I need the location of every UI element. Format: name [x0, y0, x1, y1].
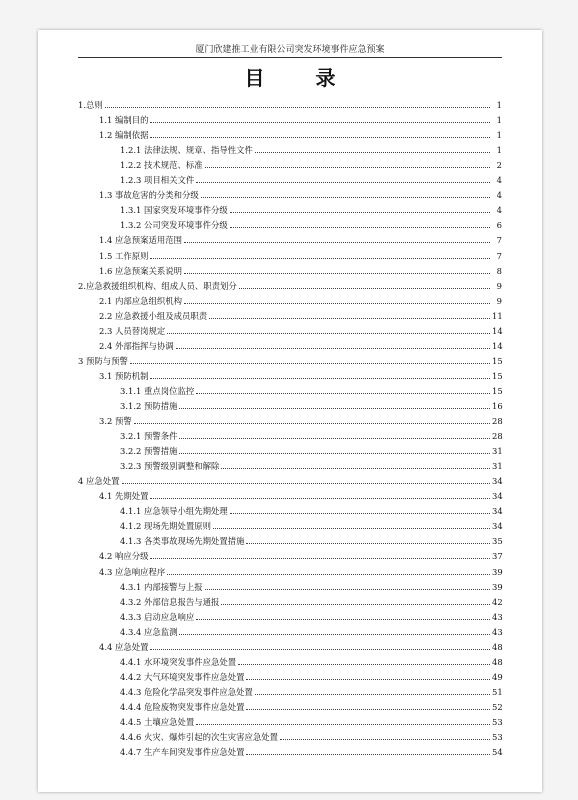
toc-entry-label: 2.1 内部应急组织机构 [99, 295, 182, 306]
dot-leader [176, 348, 490, 349]
dot-leader [179, 453, 490, 454]
dot-leader [179, 438, 490, 439]
toc-entry-page-number: 34 [492, 476, 503, 487]
toc-entry-page-number: 4 [496, 175, 502, 186]
toc-entry-label: 1.3.1 国家突发环境事件分级 [120, 205, 228, 216]
dot-leader [179, 634, 490, 635]
toc-entry-label: 3 预防与预警 [78, 355, 128, 366]
toc-entry[interactable] [78, 382, 502, 397]
toc-entry-page-number: 34 [492, 521, 503, 532]
toc-entry-label: 4.1.3 各类事故现场先期处置措施 [120, 536, 245, 547]
toc-entry-page-number: 28 [492, 416, 503, 427]
toc-entry[interactable] [78, 532, 502, 547]
toc-entry-label: 4.1.1 应急领导小组先期处理 [120, 506, 228, 517]
toc-entry-page-number: 35 [492, 536, 503, 547]
dot-leader [205, 589, 490, 590]
toc-entry-label: 4.3.2 外部信息报告与通报 [120, 596, 220, 607]
toc-entry[interactable] [78, 171, 502, 186]
toc-entry-page-number: 4 [496, 190, 502, 201]
dot-leader [167, 333, 490, 334]
dot-leader [246, 754, 490, 755]
toc-entry-page-number: 31 [492, 446, 503, 457]
dot-leader [184, 303, 490, 304]
dot-leader [209, 318, 490, 319]
toc-entry[interactable] [78, 713, 502, 728]
dot-leader [230, 212, 490, 213]
toc-entry-page-number: 51 [492, 686, 503, 697]
toc-entry-page-number: 49 [492, 671, 503, 682]
toc-entry-label: 3.1.2 预防措施 [120, 400, 178, 411]
dot-leader [230, 227, 490, 228]
toc-entry-label: 4.4.6 火灾、爆炸引起的次生灾害应急处置 [120, 732, 278, 743]
toc-entry-label: 4.4.5 土壤应急处置 [120, 716, 195, 727]
toc-entry[interactable] [78, 608, 502, 623]
toc-entry-page-number: 4 [496, 205, 502, 216]
toc-entry-label: 1.总则 [78, 100, 103, 111]
dot-leader [196, 724, 490, 725]
toc-entry[interactable] [78, 337, 502, 352]
toc-entry-label: 4.3.4 应急监测 [120, 626, 178, 637]
dot-leader [150, 258, 490, 259]
toc-entry-label: 3.2.3 预警级别调整和解除 [120, 461, 220, 472]
dot-leader [221, 468, 490, 469]
toc-entry-label: 2.4 外部指挥与协调 [99, 340, 174, 351]
toc-entry-label: 4.4.4 危险废物突发事件应急处置 [120, 701, 245, 712]
toc-entry[interactable] [78, 141, 502, 156]
toc-entry-page-number: 31 [492, 461, 503, 472]
toc-entry-page-number: 14 [492, 325, 503, 336]
dot-leader [221, 604, 490, 605]
toc-entry-page-number: 1 [496, 130, 502, 141]
toc-entry-label: 4.4.7 生产车间突发事件应急处置 [120, 747, 245, 758]
toc-entry-page-number: 8 [496, 265, 502, 276]
toc-entry-label: 2.3 人员替岗规定 [99, 325, 166, 336]
dot-leader [184, 273, 490, 274]
toc-entry-page-number: 1 [496, 115, 502, 126]
toc-entry-page-number: 54 [492, 747, 503, 758]
dot-leader [246, 543, 490, 544]
dot-leader [150, 649, 490, 650]
dot-leader [122, 483, 491, 484]
toc-entry-label: 1.2.3 项目相关文件 [120, 175, 195, 186]
toc-entry-label: 1.5 工作原则 [99, 250, 149, 261]
dot-leader [130, 363, 490, 364]
toc-entry[interactable] [78, 412, 502, 427]
toc-entry[interactable] [78, 292, 502, 307]
toc-entry-label: 4.3.1 内部接警与上报 [120, 581, 203, 592]
toc-entry-label: 2.应急救援组织机构、组成人员、职责划分 [78, 280, 237, 291]
toc-entry-page-number: 48 [492, 641, 503, 652]
toc-entry-page-number: 9 [496, 280, 502, 291]
dot-leader [230, 513, 490, 514]
toc-entry-label: 2.2 应急救援小组及成员职责 [99, 310, 208, 321]
document-page [38, 30, 542, 792]
dot-leader [255, 694, 490, 695]
toc-entry-page-number: 15 [492, 385, 503, 396]
toc-entry[interactable] [78, 352, 502, 367]
toc-entry-page-number: 37 [492, 551, 503, 562]
toc-entry-page-number: 1 [496, 145, 502, 156]
dot-leader [150, 137, 490, 138]
toc-entry[interactable] [78, 502, 502, 517]
toc-entry-label: 4.4 应急处置 [99, 641, 149, 652]
toc-entry-label: 1.4 应急预案适用范围 [99, 235, 182, 246]
toc-entry-label: 3.1.1 重点岗位监控 [120, 385, 195, 396]
dot-leader [179, 408, 490, 409]
toc-entry[interactable] [78, 683, 502, 698]
toc-entry-page-number: 16 [492, 400, 503, 411]
table-of-contents [78, 96, 502, 758]
toc-entry-label: 3.2.1 预警条件 [120, 431, 178, 442]
toc-entry-page-number: 7 [496, 235, 502, 246]
toc-entry-page-number: 6 [496, 220, 502, 231]
dot-leader [150, 558, 490, 559]
toc-entry-page-number: 39 [492, 566, 503, 577]
toc-entry-label: 4.4.1 水环境突发事件应急处置 [120, 656, 237, 667]
toc-entry-label: 3.1 预防机制 [99, 370, 149, 381]
toc-entry-label: 1.2.2 技术规范、标准 [120, 160, 203, 171]
toc-entry[interactable] [78, 186, 502, 201]
toc-entry-page-number: 34 [492, 491, 503, 502]
toc-entry-page-number: 11 [492, 310, 503, 321]
toc-entry-page-number: 43 [492, 611, 503, 622]
toc-entry-page-number: 43 [492, 626, 503, 637]
toc-entry[interactable] [78, 593, 502, 608]
toc-entry-label: 3.2 预警 [99, 416, 132, 427]
toc-entry[interactable] [78, 457, 502, 472]
toc-entry-page-number: 34 [492, 506, 503, 517]
toc-entry[interactable] [78, 698, 502, 713]
dot-leader [196, 619, 490, 620]
dot-leader [196, 393, 490, 394]
dot-leader [150, 498, 490, 499]
toc-entry-page-number: 42 [492, 596, 503, 607]
toc-entry-page-number: 14 [492, 340, 503, 351]
toc-entry-page-number: 15 [492, 370, 503, 381]
toc-entry[interactable] [78, 623, 502, 638]
running-header: 厦门欣建推工业有限公司突发环境事件应急预案 [78, 42, 502, 58]
dot-leader [213, 528, 490, 529]
toc-entry-page-number: 15 [492, 355, 503, 366]
toc-entry[interactable] [78, 638, 502, 653]
toc-entry[interactable] [78, 578, 502, 593]
toc-entry-label: 4.1 先期处置 [99, 491, 149, 502]
toc-entry[interactable] [78, 307, 502, 322]
toc-entry[interactable] [78, 246, 502, 261]
toc-entry[interactable] [78, 517, 502, 532]
toc-entry-label: 4.4.2 大气环境突发事件应急处置 [120, 671, 245, 682]
dot-leader [184, 242, 490, 243]
toc-entry-label: 1.3 事故危害的分类和分级 [99, 190, 199, 201]
toc-entry[interactable] [78, 231, 502, 246]
toc-entry[interactable] [78, 126, 502, 141]
toc-entry-page-number: 53 [492, 716, 503, 727]
toc-entry-page-number: 7 [496, 250, 502, 261]
toc-entry[interactable] [78, 487, 502, 502]
toc-entry-page-number: 52 [492, 701, 503, 712]
toc-entry-label: 4.4.3 危险化学品突发事件应急处置 [120, 686, 253, 697]
toc-entry[interactable] [78, 322, 502, 337]
toc-entry[interactable] [78, 216, 502, 231]
dot-leader [238, 664, 490, 665]
dot-leader [150, 378, 490, 379]
toc-entry[interactable] [78, 442, 502, 457]
toc-entry[interactable] [78, 277, 502, 292]
toc-entry[interactable] [78, 743, 502, 758]
toc-entry[interactable] [78, 728, 502, 743]
toc-entry-label: 4 应急处置 [78, 476, 120, 487]
toc-entry-page-number: 2 [496, 160, 502, 171]
page-title: 目 录 [244, 66, 358, 90]
toc-entry[interactable] [78, 111, 502, 126]
toc-entry[interactable] [78, 547, 502, 562]
dot-leader [280, 739, 490, 740]
dot-leader [167, 574, 490, 575]
dot-leader [239, 288, 490, 289]
toc-entry-page-number: 48 [492, 656, 503, 667]
toc-entry[interactable] [78, 156, 502, 171]
toc-entry-label: 4.1.2 现场先期处置原则 [120, 521, 211, 532]
toc-entry-label: 1.2 编制依据 [99, 130, 149, 141]
dot-leader [255, 152, 490, 153]
toc-entry[interactable] [78, 668, 502, 683]
toc-entry[interactable] [78, 562, 502, 577]
toc-entry[interactable] [78, 262, 502, 277]
dot-leader [105, 107, 490, 108]
toc-entry-label: 4.3.3 启动应急响应 [120, 611, 195, 622]
toc-entry-label: 1.1 编制目的 [99, 115, 149, 126]
dot-leader [201, 197, 490, 198]
toc-entry-page-number: 28 [492, 431, 503, 442]
toc-entry-label: 3.2.2 预警措施 [120, 446, 178, 457]
dot-leader [134, 423, 490, 424]
toc-entry-page-number: 39 [492, 581, 503, 592]
toc-entry[interactable] [78, 96, 502, 111]
toc-entry[interactable] [78, 201, 502, 216]
dot-leader [150, 122, 490, 123]
toc-entry-label: 4.2 响应分级 [99, 551, 149, 562]
toc-entry-label: 1.3.2 公司突发环境事件分级 [120, 220, 228, 231]
dot-leader [196, 182, 490, 183]
toc-entry[interactable] [78, 653, 502, 668]
toc-entry-page-number: 53 [492, 732, 503, 743]
toc-entry[interactable] [78, 427, 502, 442]
toc-entry[interactable] [78, 397, 502, 412]
toc-entry-page-number: 9 [496, 295, 502, 306]
dot-leader [246, 709, 490, 710]
toc-entry[interactable] [78, 472, 502, 487]
toc-entry[interactable] [78, 367, 502, 382]
toc-entry-label: 4.3 应急响应程序 [99, 566, 166, 577]
toc-entry-page-number: 1 [496, 100, 502, 111]
toc-entry-label: 1.2.1 法律法规、规章、指导性文件 [120, 145, 253, 156]
dot-leader [205, 167, 490, 168]
toc-entry-label: 1.6 应急预案关系说明 [99, 265, 182, 276]
dot-leader [246, 679, 490, 680]
